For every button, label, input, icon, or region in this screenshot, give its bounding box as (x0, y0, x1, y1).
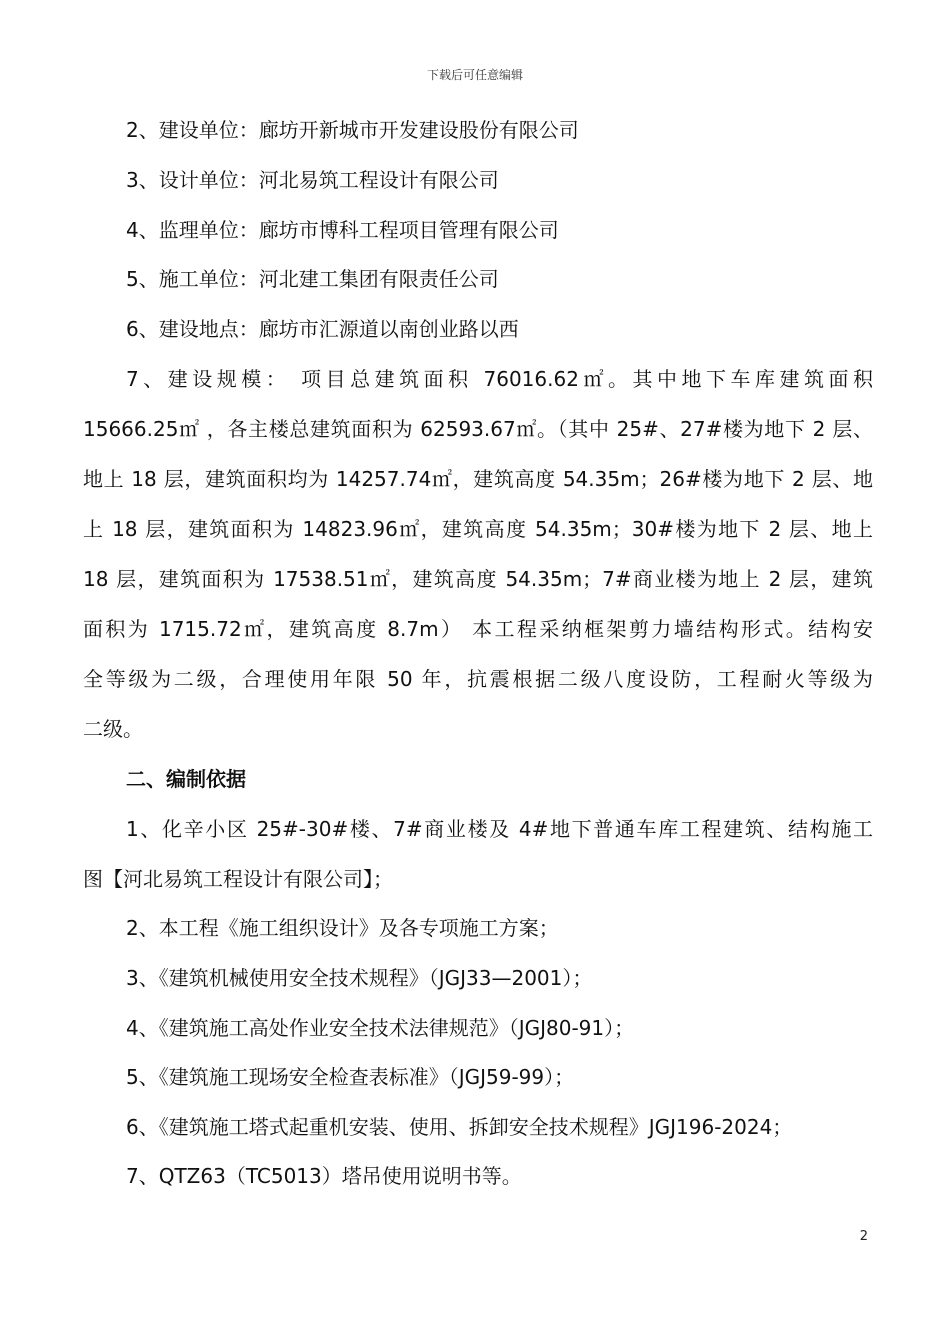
basis-item: 3、《建筑机械使用安全技术规程》（JGJ33—2001）； (126, 966, 593, 990)
project-info-line: 3、设计单位：河北易筑工程设计有限公司 (126, 168, 499, 192)
project-info-line: 4、监理单位：廊坊市博科工程项目管理有限公司 (126, 218, 559, 242)
scale-paragraph-line: 地上 18 层，建筑面积均为 14257.74㎡，建筑高度 54.35m；26#楼为地下 2 层、地 (83, 467, 873, 491)
project-info-line: 5、施工单位：河北建工集团有限责任公司 (126, 267, 499, 291)
scale-paragraph-line: 二级。 (83, 717, 143, 741)
basis-item-line: 图【河北易筑工程设计有限公司】； (83, 867, 393, 891)
basis-item: 5、《建筑施工现场安全检查表标准》（JGJ59-99）； (126, 1065, 575, 1089)
project-info-line: 2、建设单位：廊坊开新城市开发建设股份有限公司 (126, 118, 579, 142)
section-title: 二、编制依据 (126, 767, 246, 791)
page-header: 下载后可任意编辑 (426, 68, 523, 82)
basis-item-line: 1、化辛小区 25#-30#楼、7#商业楼及 4#地下普通车库工程建筑、结构施工 (126, 817, 873, 841)
scale-paragraph-line: 全等级为二级，合理使用年限 50 年，抗震根据二级八度设防，工程耐火等级为 (83, 667, 873, 691)
scale-paragraph-line: 18 层，建筑面积为 17538.51㎡，建筑高度 54.35m；7#商业楼为地上 2 层，建筑 (83, 567, 873, 591)
basis-item: 7、QTZ63（TC5013）塔吊使用说明书等。 (126, 1164, 522, 1188)
project-info-line: 6、建设地点：廊坊市汇源道以南创业路以西 (126, 317, 519, 341)
scale-paragraph-line: 面积为 1715.72㎡，建筑高度 8.7m） 本工程采纳框架剪力墙结构形式。结构安 (83, 617, 873, 641)
scale-paragraph-line: 7、建设规模： 项目总建筑面积 76016.62㎡。其中地下车库建筑面积 (126, 367, 873, 391)
basis-item: 4、《建筑施工高处作业安全技术法律规范》（JGJ80-91）； (126, 1016, 635, 1040)
page-number: 2 (859, 1229, 868, 1244)
scale-paragraph-line: 15666.25㎡ ，各主楼总建筑面积为 62593.67㎡。（其中 25#、27#楼为地下 2 层、 (83, 417, 873, 441)
basis-item: 2、本工程《施工组织设计》及各专项施工方案； (126, 916, 559, 940)
scale-paragraph-line: 上 18 层，建筑面积为 14823.96㎡，建筑高度 54.35m；30#楼为地下 2 层、地上 (83, 517, 873, 541)
basis-item: 6、《建筑施工塔式起重机安装、使用、拆卸安全技术规程》JGJ196-2024； (126, 1115, 793, 1139)
